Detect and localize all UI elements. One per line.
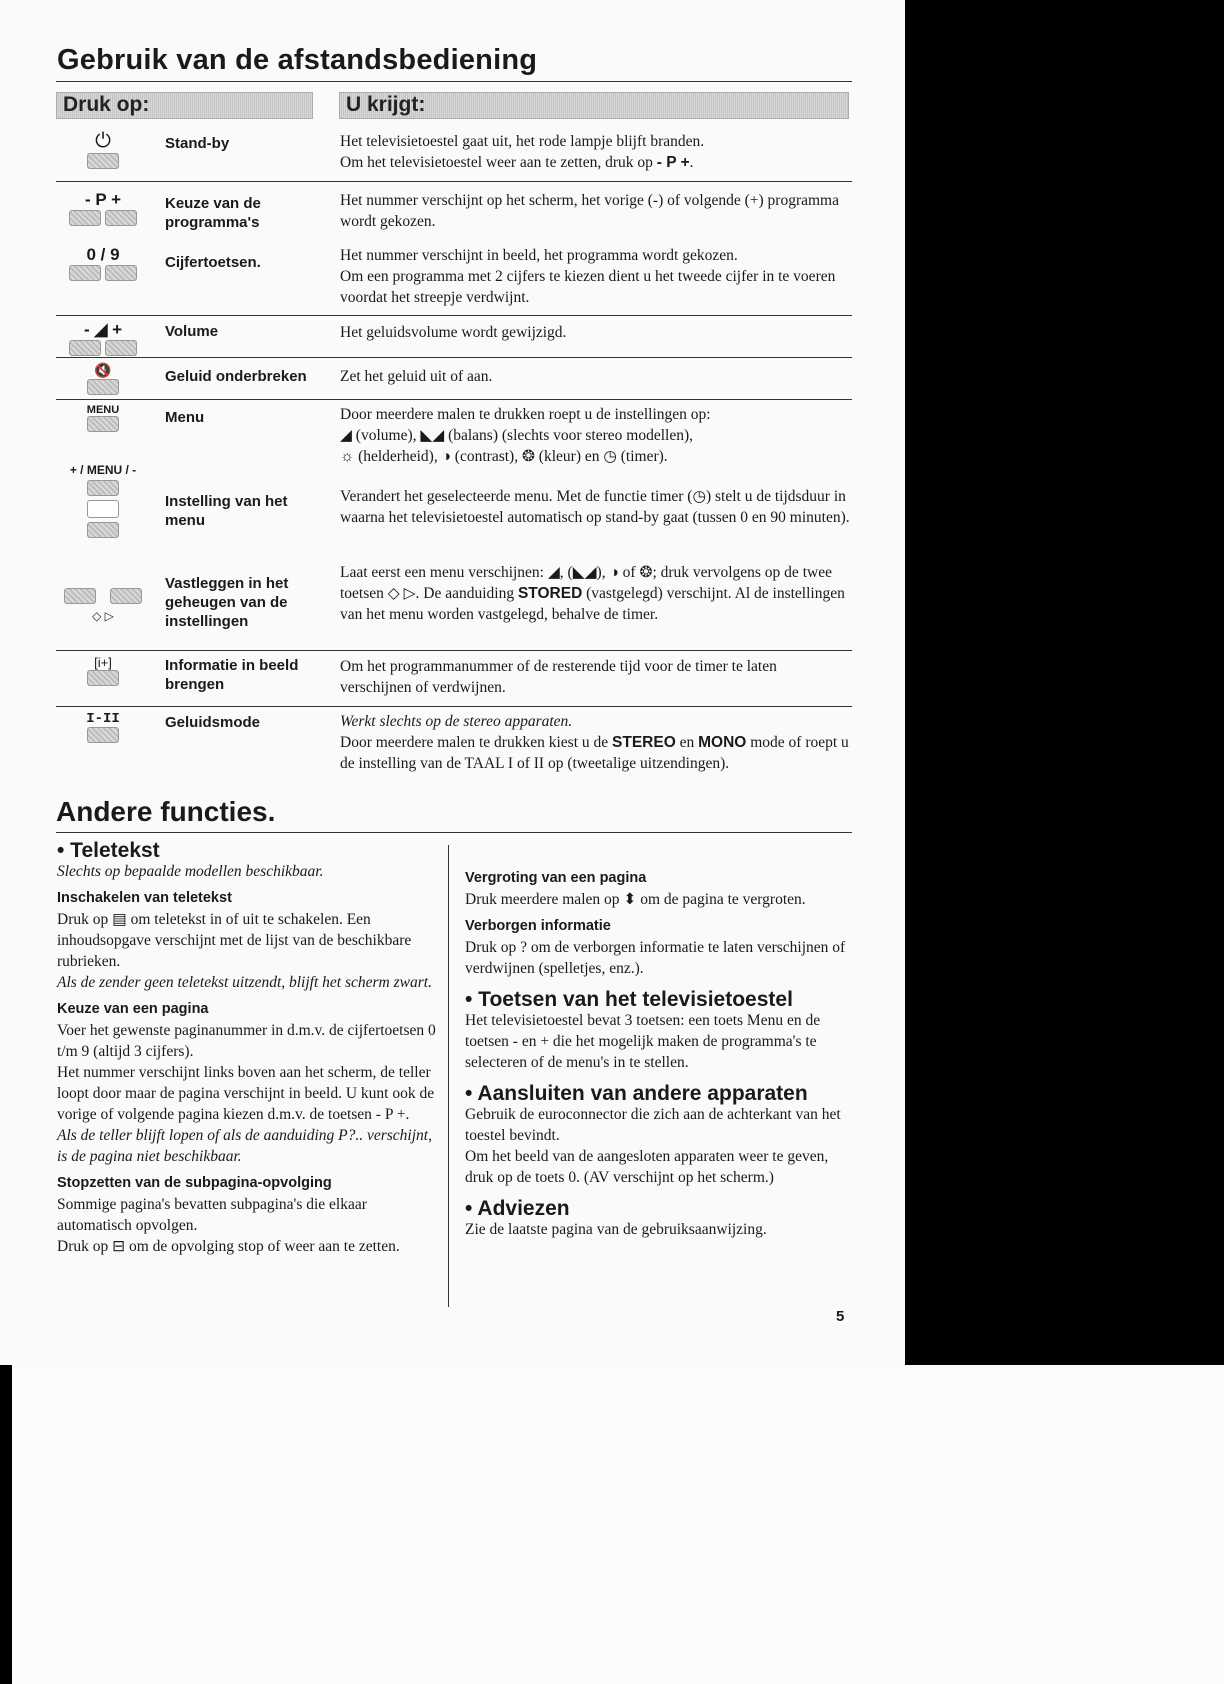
row-label: Informatie in beeld brengen — [165, 657, 299, 693]
row-text: Zet het geluid uit of aan. — [340, 368, 493, 385]
row-text: Verandert het geselecteerde menu. Met de functie timer (◷) stelt u de tijdsduur in waarna het televisietoestel automatisch op stand-by gaat (tussen 0 en 90 minuten). — [340, 488, 850, 526]
row-mute — [56, 362, 852, 398]
teletekst-title: • Teletekst — [57, 839, 160, 862]
power-icon: ⏻ — [95, 130, 111, 152]
mute-icon: 🔇 — [94, 362, 112, 378]
standby-key — [56, 130, 150, 174]
row-text: Door meerdere malen te drukken roept u de instellingen op: ◢ (volume), ◣◢ (balans) (slechts voor stereo modellen), ☼ (helderheid), ◑ (contrast), ❂ (kleur) en ◷ (timer). — [340, 406, 711, 465]
column-divider — [448, 845, 449, 1307]
row-text: Werkt slechts op de stereo apparaten. Door meerdere malen te drukken kiest u de STEREO en MONO mode of roept u de instelling van de TAAL I of II op (tweetalige uitzendingen). — [340, 713, 849, 772]
sound-mode-key: I-II — [56, 711, 150, 748]
row-text: Het nummer verschijnt op het scherm, het vorige (-) of volgende (+) programma wordt gekozen. — [340, 192, 839, 230]
row-standby — [56, 130, 852, 180]
digit-keys: 0 / 9 — [56, 245, 150, 286]
verborgen-heading: Verborgen informatie — [465, 918, 611, 934]
next-page-edge — [12, 1365, 1224, 1684]
row-label: Geluidsmode — [165, 714, 261, 731]
info-key — [56, 655, 150, 691]
teletekst-h1: Inschakelen van teletekst — [57, 890, 232, 906]
header-druk-op-label: Druk op: — [63, 93, 150, 116]
row-cijfertoetsen — [56, 245, 852, 310]
teletekst-h3: Stopzetten van de subpagina-opvolging — [57, 1175, 332, 1191]
row-label: Instelling van het menu — [165, 493, 288, 529]
row-vastleggen — [56, 562, 852, 647]
row-label: Menu — [165, 409, 205, 426]
teletekst-column: • Teletekst Slechts op bepaalde modellen beschikbaar. Inschakelen van teletekst Druk op ▤ om teletekst in of uit te schakelen. Een inhoudsopgave verschijnt met de lijst van de beschikbare rubrieken. Als de zender geen teletekst uitzendt, blijft het scherm zwart. Keuze van een pagina Voer het gewenste paginanummer in d.m.v. de cijfertoetsen 0 t/m 9 (altijd 3 cijfers). Het nummer verschijnt links boven aan het scherm, de teller loopt door maar de pagina verschijnt in beeld. U kunt ook de vorige of volgende pagina kiezen d.m.v. de toetsen - P +. Als de teller blijft lopen of als de aanduiding P?.. verschijnt, is de pagina niet beschikbaar. Stopzetten van de subpagina-opvolging Sommige pagina's bevatten subpagina's die elkaar automatisch opvolgen. Druk op ⊟ om de opvolging stop of weer aan te zetten. — [57, 839, 436, 1255]
program-keys: - P + — [56, 190, 150, 231]
row-geluidsmode — [56, 711, 852, 796]
row-text: Het geluidsvolume wordt gewijzigd. — [340, 324, 567, 341]
row-label: Vastleggen in het geheugen van de instellingen — [165, 575, 289, 630]
vergroting-heading: Vergroting van een pagina — [465, 870, 647, 886]
row-instelling — [56, 462, 852, 562]
header-u-krijgt-label: U krijgt: — [346, 93, 426, 116]
store-key-icons: ◇ ▷ — [92, 609, 114, 623]
aansluiten-title: • Aansluiten van andere apparaten — [465, 1082, 808, 1105]
row-informatie — [56, 655, 852, 705]
row-label: Keuze van de programma's — [165, 195, 261, 231]
row-label: Stand-by — [165, 135, 230, 152]
row-label: Geluid onderbreken — [165, 368, 307, 385]
section-title: Andere functies. — [56, 796, 276, 827]
adviezen-title: • Adviezen — [465, 1197, 570, 1220]
teletekst-intro: Slechts op bepaalde modellen beschikbaar. — [57, 863, 324, 880]
row-programmas — [56, 190, 852, 240]
volume-keys — [56, 320, 150, 361]
menu-key: MENU — [56, 404, 150, 437]
right-column: Vergroting van een pagina Druk meerdere malen op ⬍ om de pagina te vergroten. Verborgen informatie Druk op ? om de verborgen informatie te laten verschijnen of verdwijnen (spelletjes, enz.). • Toetsen van het televisietoestel Het televisietoestel bevat 3 toetsen: een toets Menu en de toetsen - en + die het mogelijk maken de programma's te selecteren of de menu's in te stellen. • Aansluiten van andere apparaten Gebruik de euroconnector die zich aan de achterkant van het toestel bevindt. Om het beeld van de aangesloten apparaten weer te geven, druk op de toets 0. (AV verschijnt op het scherm.) • Adviezen Zie de laatste pagina van de gebruiksaanwijzing. — [465, 868, 855, 1240]
info-icon: [i+] — [94, 655, 112, 670]
header-u-krijgt — [339, 92, 849, 119]
row-text: Het nummer verschijnt in beeld, het programma wordt gekozen. Om een programma met 2 cijfers te kiezen dient u het tweede cijfer in te voeren voordat het streepje verdwijnt. — [340, 247, 836, 306]
row-label: Cijfertoetsen. — [165, 254, 261, 271]
teletekst-h2: Keuze van een pagina — [57, 1001, 209, 1017]
menu-adjust-symbols: + / MENU / - — [69, 463, 137, 477]
toetsen-title: • Toetsen van het televisietoestel — [465, 988, 793, 1011]
row-menu — [56, 404, 852, 470]
page-number: 5 — [836, 1308, 845, 1325]
store-keys — [56, 588, 150, 623]
row-text: Laat eerst een menu verschijnen: ◢, (◣◢), ◑ of ❂; druk vervolgens op de twee toetsen ◇ ▷. De aanduiding STORED (vastgelegd) verschijnt. Al de instellingen van het menu worden vastgelegd, behalve de timer. — [340, 564, 845, 623]
mute-key — [56, 362, 150, 400]
page-title: Gebruik van de afstandsbediening — [57, 44, 538, 76]
volume-icon: - ◢ + — [83, 320, 123, 339]
row-text: Het televisietoestel gaat uit, het rode lampje blijft branden. Om het televisietoestel weer aan te zetten, druk op - P +. — [340, 133, 705, 171]
section-rule — [56, 832, 852, 833]
menu-adjust-keys — [56, 462, 150, 542]
row-volume — [56, 320, 852, 354]
row-label: Volume — [165, 323, 219, 340]
title-rule — [56, 81, 852, 82]
row-text: Om het programmanummer of de resterende tijd voor de timer te laten verschijnen of verdwijnen. — [340, 658, 777, 696]
header-druk-op — [56, 92, 313, 119]
